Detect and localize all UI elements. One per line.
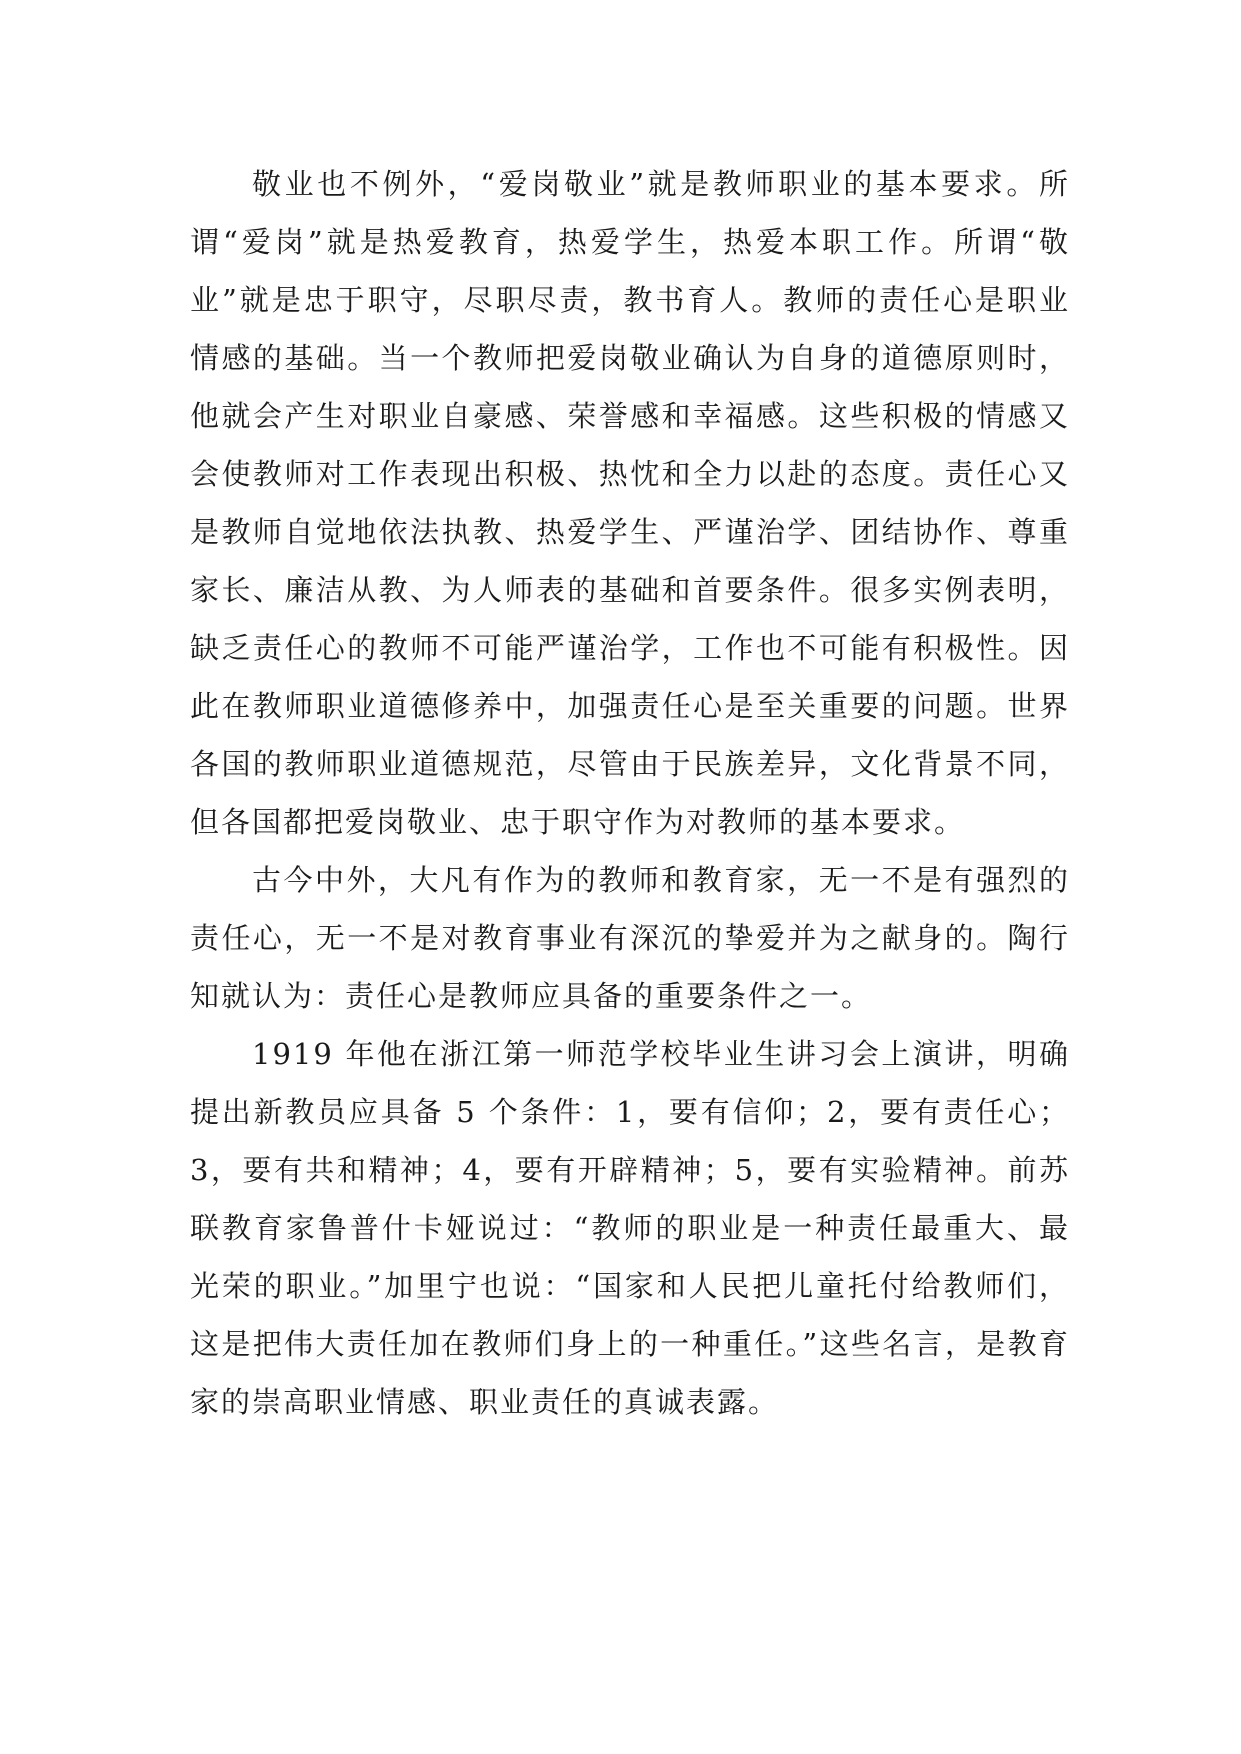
paragraph-3: 1919 年他在浙江第一师范学校毕业生讲习会上演讲，明确提出新教员应具备 5 个条件：1，要有信仰；2，要有责任心；3，要有共和精神；4，要有开辟精神；5，要有实验精神。前苏联教育家鲁普什卡娅说过：“教师的职业是一种责任最重大、最光荣的职业。”加里宁也说：“国家和人民把儿童托付给教师们，这是把伟大责任加在教师们身上的一种重任。”这些名言，是教育家的崇高职业情感、职业责任的真诚表露。 xyxy=(190,1037,1070,1419)
paragraph-1: 敬业也不例外，“爱岗敬业”就是教师职业的基本要求。所谓“爱岗”就是热爱教育，热爱学生，热爱本职工作。所谓“敬业”就是忠于职守，尽职尽责，教书育人。教师的责任心是职业情感的基础。当一个教师把爱岗敬业确认为自身的道德原则时，他就会产生对职业自豪感、荣誉感和幸福感。这些积极的情感又会使教师对工作表现出积极、热忱和全力以赴的态度。责任心又是教师自觉地依法执教、热爱学生、严谨治学、团结协作、尊重家长、廉洁从教、为人师表的基础和首要条件。很多实例表明，缺乏责任心的教师不可能严谨治学，工作也不可能有积极性。因此在教师职业道德修养中，加强责任心是至关重要的问题。世界各国的教师职业道德规范，尽管由于民族差异，文化背景不同，但各国都把爱岗敬业、忠于职守作为对教师的基本要求。 xyxy=(190,167,1070,839)
document-page xyxy=(190,155,1070,1431)
paragraph-2: 古今中外，大凡有作为的教师和教育家，无一不是有强烈的责任心，无一不是对教育事业有深沉的挚爱并为之献身的。陶行知就认为：责任心是教师应具备的重要条件之一。 xyxy=(190,863,1070,1013)
